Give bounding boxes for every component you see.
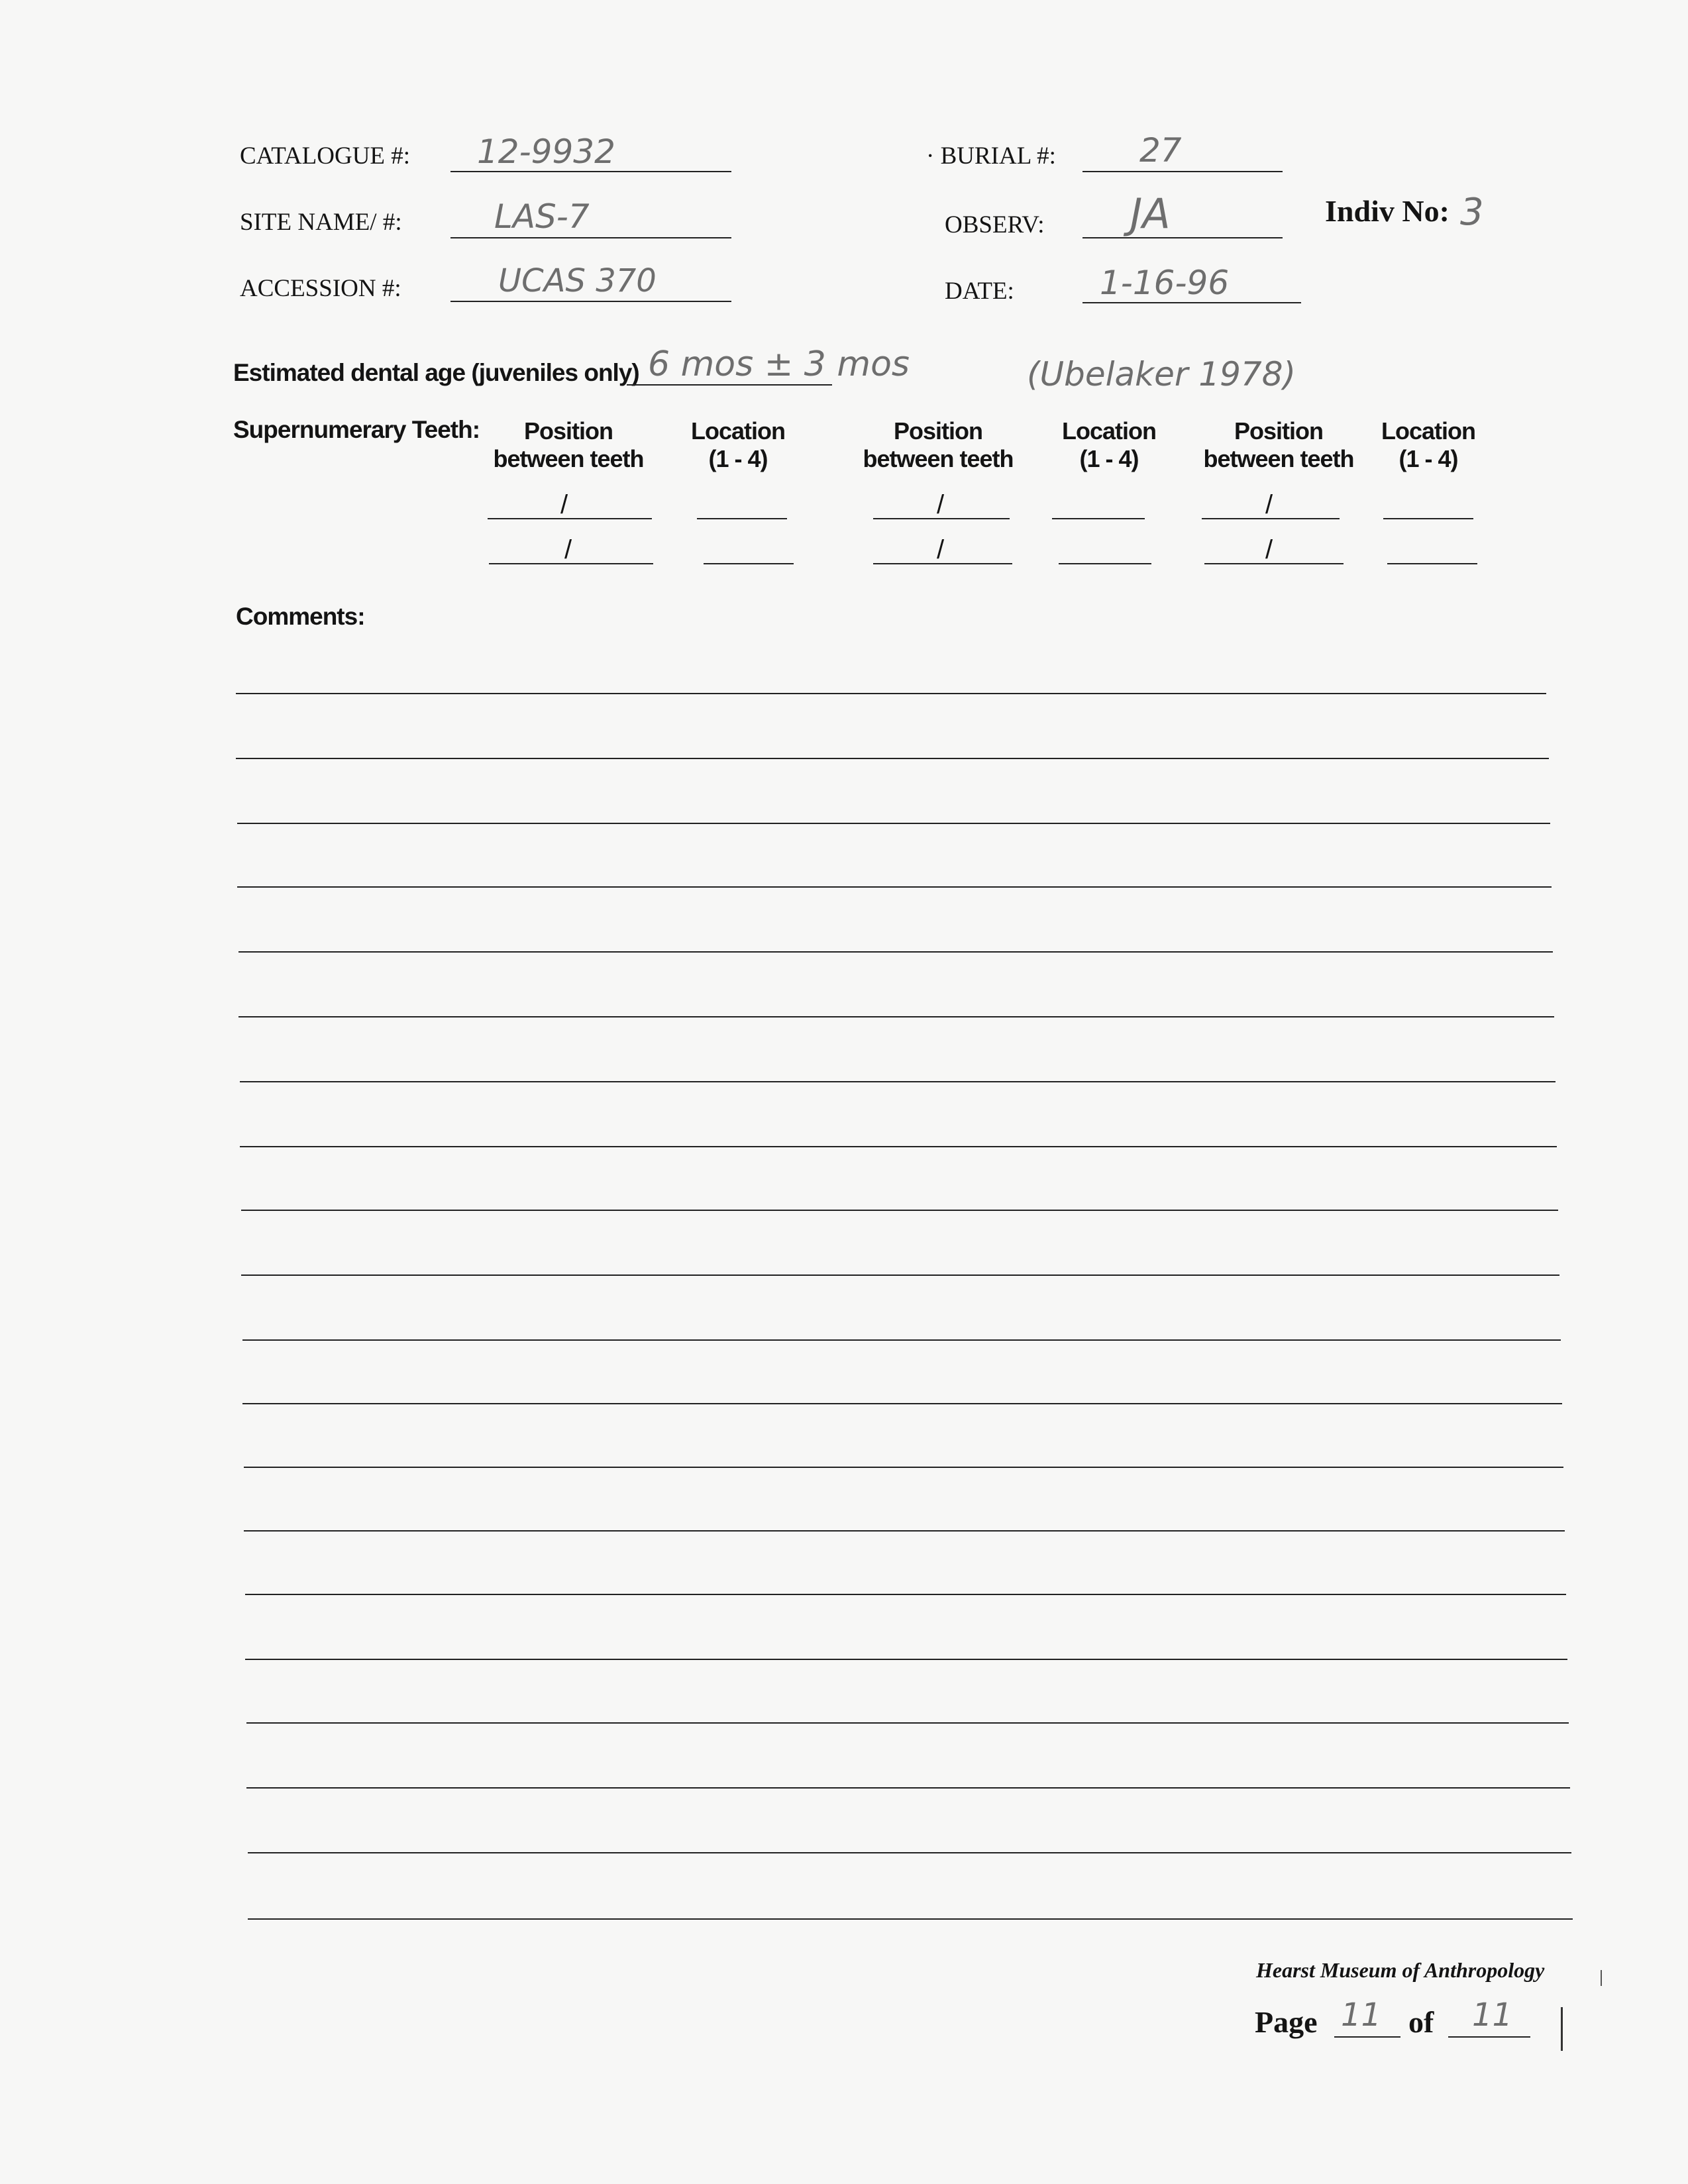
dental-age-label: Estimated dental age (juveniles only) bbox=[233, 359, 639, 386]
indiv-label: Indiv No: bbox=[1325, 194, 1450, 228]
comment-line[interactable] bbox=[236, 693, 1546, 694]
location-field-r2c2[interactable] bbox=[1059, 563, 1151, 564]
catalogue-value[interactable]: 12-9932 bbox=[477, 132, 615, 171]
site-field-line bbox=[450, 237, 731, 238]
position-field-r1c1[interactable] bbox=[488, 518, 652, 519]
comment-line[interactable] bbox=[248, 1852, 1571, 1853]
observ-value[interactable]: JA bbox=[1130, 189, 1171, 238]
page-label: Page bbox=[1255, 2005, 1318, 2039]
observ-field-line bbox=[1082, 237, 1283, 238]
observ-label: OBSERV: bbox=[945, 211, 1045, 238]
location-field-r2c1[interactable] bbox=[704, 563, 794, 564]
location-field-r1c2[interactable] bbox=[1052, 518, 1145, 519]
col-header-position-2: Position between teeth bbox=[863, 417, 1014, 472]
comment-line[interactable] bbox=[246, 1722, 1569, 1724]
position-slash: / bbox=[937, 490, 945, 519]
comment-line[interactable] bbox=[242, 1339, 1561, 1341]
page-number-line bbox=[1334, 2036, 1400, 2038]
of-label: of bbox=[1408, 2005, 1434, 2039]
accession-value[interactable]: UCAS 370 bbox=[498, 262, 657, 299]
accession-label: ACCESSION #: bbox=[240, 275, 401, 302]
total-pages-value[interactable]: 11 bbox=[1472, 1997, 1513, 2034]
position-field-r2c3[interactable] bbox=[1204, 563, 1344, 564]
comment-line[interactable] bbox=[241, 1210, 1558, 1211]
location-field-r1c3[interactable] bbox=[1383, 518, 1473, 519]
site-value[interactable]: LAS-7 bbox=[494, 197, 590, 236]
dental-age-field-line bbox=[627, 384, 832, 386]
comment-line[interactable] bbox=[244, 1530, 1565, 1532]
position-slash: / bbox=[560, 490, 568, 519]
position-slash: / bbox=[564, 535, 572, 564]
date-label: DATE: bbox=[945, 278, 1014, 305]
comment-line[interactable] bbox=[240, 1146, 1557, 1147]
comment-line[interactable] bbox=[246, 1787, 1570, 1789]
dental-age-value[interactable]: 6 mos ± 3 mos bbox=[648, 344, 910, 384]
col-header-location-2: Location (1 - 4) bbox=[1062, 417, 1156, 472]
museum-name: Hearst Museum of Anthropology bbox=[1256, 1958, 1545, 1982]
comment-line[interactable] bbox=[237, 823, 1550, 824]
comment-line[interactable] bbox=[238, 1016, 1554, 1017]
comments-label: Comments: bbox=[236, 603, 365, 630]
comment-line[interactable] bbox=[236, 758, 1549, 759]
scan-edge-mark bbox=[1601, 1970, 1602, 1986]
page-number-value[interactable]: 11 bbox=[1341, 1997, 1382, 2034]
comment-line[interactable] bbox=[248, 1918, 1573, 1920]
col-header-position-1: Position between teeth bbox=[493, 417, 644, 472]
comment-line[interactable] bbox=[241, 1274, 1559, 1276]
date-value[interactable]: 1-16-96 bbox=[1100, 264, 1230, 302]
col-header-location-3: Location (1 - 4) bbox=[1381, 417, 1475, 472]
comment-line[interactable] bbox=[240, 1081, 1556, 1082]
site-label: SITE NAME/ #: bbox=[240, 209, 402, 236]
burial-field-line bbox=[1082, 171, 1283, 172]
comment-line[interactable] bbox=[245, 1659, 1567, 1660]
catalogue-label: CATALOGUE #: bbox=[240, 142, 411, 170]
col-header-position-3: Position between teeth bbox=[1203, 417, 1354, 472]
comment-line[interactable] bbox=[242, 1403, 1562, 1404]
burial-label: · BURIAL #: bbox=[926, 142, 1056, 170]
col-header-location-1: Location (1 - 4) bbox=[691, 417, 785, 472]
location-field-r1c1[interactable] bbox=[697, 518, 787, 519]
location-field-r2c3[interactable] bbox=[1387, 563, 1477, 564]
position-slash: / bbox=[1265, 535, 1273, 564]
dental-age-reference: (Ubelaker 1978) bbox=[1027, 355, 1296, 393]
total-pages-line bbox=[1448, 2036, 1530, 2038]
burial-value[interactable]: 27 bbox=[1139, 131, 1182, 170]
scan-edge-mark bbox=[1561, 2007, 1563, 2051]
supernumerary-label: Supernumerary Teeth: bbox=[233, 416, 480, 443]
catalogue-field-line bbox=[450, 171, 731, 172]
comment-line[interactable] bbox=[245, 1594, 1566, 1595]
indiv-value[interactable]: 3 bbox=[1460, 191, 1484, 234]
comment-line[interactable] bbox=[244, 1467, 1563, 1468]
comment-line[interactable] bbox=[238, 951, 1553, 953]
accession-field-line bbox=[450, 301, 731, 302]
position-slash: / bbox=[1265, 490, 1273, 519]
date-field-line bbox=[1082, 302, 1301, 303]
position-slash: / bbox=[937, 535, 945, 564]
comment-line[interactable] bbox=[237, 886, 1552, 888]
